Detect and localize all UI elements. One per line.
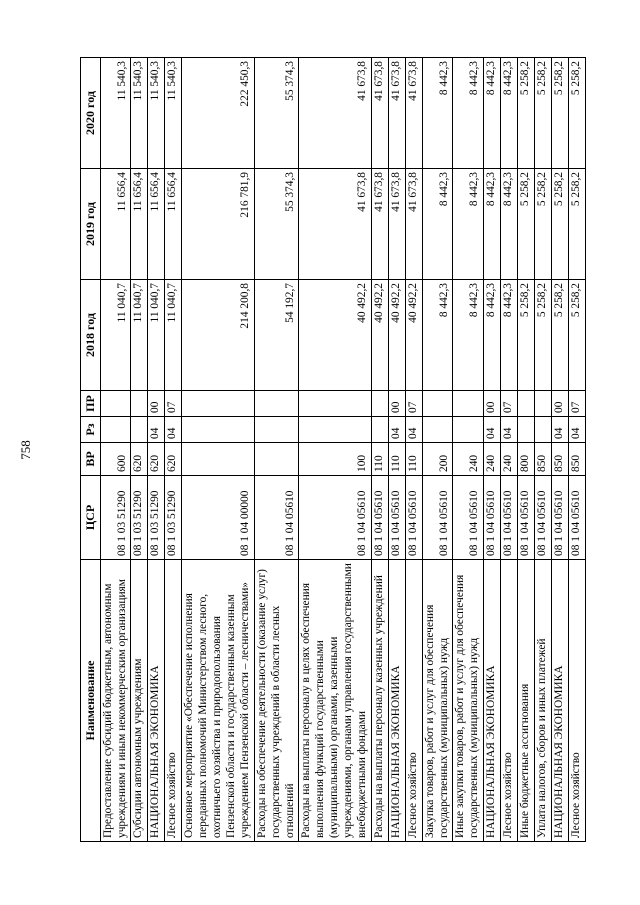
table-row [422,58,453,842]
table-row [182,58,255,842]
row-value-2018: 40 492,2 [299,280,372,391]
row-rz: 04 [568,417,585,443]
row-name: Иные закупки товаров, работ и услуг для обеспечения государственных (муниципальных) нужд [453,560,484,842]
row-name: Лесное хозяйство [568,560,585,842]
row-name: НАЦИОНАЛЬНАЯ ЭКОНОМИКА [388,560,405,842]
row-value-2020: 8 442,3 [453,58,484,169]
row-name: Субсидии автономным учреждениям [131,560,148,842]
header-pr: ПР [81,391,101,417]
row-csr: 08 1 04 05610 [568,476,585,560]
row-pr [131,391,148,417]
budget-table [80,57,586,842]
row-vr: 100 [299,443,372,476]
row-name: Лесное хозяйство [405,560,422,842]
row-vr: 240 [484,443,501,476]
row-pr: 07 [405,391,422,417]
row-csr: 08 1 03 51290 [100,476,131,560]
row-vr: 200 [422,443,453,476]
row-value-2020: 5 258,2 [535,58,552,169]
row-vr: 240 [453,443,484,476]
row-value-2019: 55 374,3 [254,169,299,280]
row-value-2019: 11 656,4 [165,169,182,280]
table-row [535,58,552,842]
row-value-2018: 5 258,2 [535,280,552,391]
row-value-2019: 41 673,8 [388,169,405,280]
row-value-2019: 5 258,2 [568,169,585,280]
row-pr: 07 [165,391,182,417]
row-pr [254,391,299,417]
row-csr: 08 1 03 51290 [148,476,165,560]
row-value-2020: 11 540,3 [100,58,131,169]
row-pr: 00 [388,391,405,417]
row-name: Расходы на выплаты персоналу казенных учреждений [371,560,388,842]
row-value-2019: 8 442,3 [501,169,518,280]
row-rz [371,417,388,443]
row-value-2018: 5 258,2 [518,280,535,391]
row-csr: 08 1 04 05610 [518,476,535,560]
row-value-2020: 5 258,2 [568,58,585,169]
row-value-2020: 41 673,8 [405,58,422,169]
row-csr: 08 1 04 05610 [299,476,372,560]
row-rz [518,417,535,443]
row-csr: 08 1 04 05610 [551,476,568,560]
table-row [165,58,182,842]
row-name: Уплата налогов, сборов и иных платежей [535,560,552,842]
row-value-2020: 41 673,8 [299,58,372,169]
row-name: Основное мероприятие «Обеспечение исполнения переданных полномочий Министерством лесного, охотничьего хозяйства и природопользования Пензенской области и государственным казенным учреждением Пензенской области – лесничествами» [182,560,255,842]
row-csr: 08 1 04 05610 [535,476,552,560]
row-csr: 08 1 03 51290 [131,476,148,560]
row-value-2018: 11 040,7 [131,280,148,391]
row-value-2018: 40 492,2 [405,280,422,391]
row-name: Иные бюджетные ассигнования [518,560,535,842]
row-pr: 07 [568,391,585,417]
row-name: Расходы на выплаты персоналу в целях обеспечения выполнения функций государственными (муниципальными) органами, казенными учреждениями, органами управления государственными внебюджетными фондами [299,560,372,842]
row-value-2020: 8 442,3 [484,58,501,169]
row-value-2019: 41 673,8 [299,169,372,280]
header-csr: ЦСР [81,476,101,560]
row-pr [299,391,372,417]
row-rz: 04 [165,417,182,443]
table-row [453,58,484,842]
table-row [100,58,131,842]
row-value-2020: 222 450,3 [182,58,255,169]
row-name: Лесное хозяйство [501,560,518,842]
row-csr: 08 1 04 05610 [254,476,299,560]
row-value-2020: 55 374,3 [254,58,299,169]
row-csr: 08 1 04 05610 [371,476,388,560]
row-csr: 08 1 04 05610 [453,476,484,560]
row-name: НАЦИОНАЛЬНАЯ ЭКОНОМИКА [484,560,501,842]
row-value-2019: 41 673,8 [405,169,422,280]
row-rz [182,417,255,443]
row-value-2020: 8 442,3 [422,58,453,169]
row-value-2018: 40 492,2 [388,280,405,391]
row-value-2019: 41 673,8 [371,169,388,280]
row-rz: 04 [551,417,568,443]
table-row [148,58,165,842]
row-vr [254,443,299,476]
row-pr: 00 [484,391,501,417]
row-value-2018: 11 040,7 [148,280,165,391]
table-row [518,58,535,842]
row-rz: 04 [484,417,501,443]
row-value-2018: 5 258,2 [551,280,568,391]
row-pr [453,391,484,417]
table-row [254,58,299,842]
row-pr [422,391,453,417]
row-pr: 07 [501,391,518,417]
row-vr: 110 [405,443,422,476]
row-rz [254,417,299,443]
table-row [388,58,405,842]
header-name: Наименование [81,560,101,842]
row-vr: 620 [131,443,148,476]
page-number: 758 [17,440,33,460]
row-pr [371,391,388,417]
row-value-2019: 8 442,3 [422,169,453,280]
row-vr: 850 [551,443,568,476]
table-body [100,58,585,842]
table-header-row [81,58,101,842]
row-vr: 600 [100,443,131,476]
row-csr: 08 1 04 05610 [388,476,405,560]
row-value-2019: 5 258,2 [535,169,552,280]
row-vr: 110 [371,443,388,476]
row-name: НАЦИОНАЛЬНАЯ ЭКОНОМИКА [148,560,165,842]
row-value-2020: 11 540,3 [165,58,182,169]
row-name: Закупка товаров, работ и услуг для обеспечения государственных (муниципальных) нужд [422,560,453,842]
row-name: НАЦИОНАЛЬНАЯ ЭКОНОМИКА [551,560,568,842]
header-2018: 2018 год [81,280,101,391]
row-pr [182,391,255,417]
table-row [371,58,388,842]
row-value-2019: 5 258,2 [551,169,568,280]
row-vr: 240 [501,443,518,476]
row-value-2018: 40 492,2 [371,280,388,391]
row-pr [535,391,552,417]
row-rz: 04 [388,417,405,443]
row-csr: 08 1 04 05610 [484,476,501,560]
row-csr: 08 1 04 05610 [422,476,453,560]
row-rz [299,417,372,443]
table-row [551,58,568,842]
row-value-2020: 11 540,3 [148,58,165,169]
row-rz: 04 [501,417,518,443]
row-value-2019: 11 656,4 [148,169,165,280]
row-rz: 04 [405,417,422,443]
header-2020: 2020 год [81,58,101,169]
row-value-2018: 11 040,7 [100,280,131,391]
row-csr: 08 1 04 05610 [501,476,518,560]
row-value-2019: 11 656,4 [100,169,131,280]
row-pr: 00 [551,391,568,417]
row-value-2018: 8 442,3 [453,280,484,391]
row-value-2020: 8 442,3 [501,58,518,169]
row-value-2018: 8 442,3 [501,280,518,391]
row-rz [453,417,484,443]
row-vr [182,443,255,476]
table-row [405,58,422,842]
row-csr: 08 1 04 00000 [182,476,255,560]
row-csr: 08 1 04 05610 [405,476,422,560]
table-row [501,58,518,842]
row-value-2018: 5 258,2 [568,280,585,391]
row-value-2019: 8 442,3 [484,169,501,280]
row-value-2019: 216 781,9 [182,169,255,280]
row-value-2019: 11 656,4 [131,169,148,280]
row-vr: 110 [388,443,405,476]
table-row [131,58,148,842]
row-vr: 850 [535,443,552,476]
row-pr: 00 [148,391,165,417]
table-row [568,58,585,842]
row-csr: 08 1 03 51290 [165,476,182,560]
row-value-2019: 5 258,2 [518,169,535,280]
row-value-2020: 11 540,3 [131,58,148,169]
row-vr: 620 [165,443,182,476]
row-value-2018: 54 192,7 [254,280,299,391]
row-value-2020: 41 673,8 [388,58,405,169]
row-value-2019: 8 442,3 [453,169,484,280]
row-vr: 620 [148,443,165,476]
table-row [299,58,372,842]
header-2019: 2019 год [81,169,101,280]
row-rz [100,417,131,443]
row-vr: 800 [518,443,535,476]
row-value-2020: 5 258,2 [518,58,535,169]
row-pr [518,391,535,417]
row-rz [535,417,552,443]
row-rz [131,417,148,443]
row-rz [422,417,453,443]
row-name: Лесное хозяйство [165,560,182,842]
header-vr: ВР [81,443,101,476]
row-name: Расходы на обеспечение деятельности (оказание услуг) государственных учреждений в области лесных отношений [254,560,299,842]
row-pr [100,391,131,417]
row-value-2018: 11 040,7 [165,280,182,391]
row-name: Предоставление субсидий бюджетным, автономным учреждениям и иным некоммерческим организациям [100,560,131,842]
rotated-page-content [80,58,582,842]
row-rz: 04 [148,417,165,443]
table-row [484,58,501,842]
row-value-2018: 8 442,3 [484,280,501,391]
row-value-2018: 214 200,8 [182,280,255,391]
row-value-2020: 5 258,2 [551,58,568,169]
row-value-2020: 41 673,8 [371,58,388,169]
header-rz: Рз [81,417,101,443]
row-vr: 850 [568,443,585,476]
row-value-2018: 8 442,3 [422,280,453,391]
